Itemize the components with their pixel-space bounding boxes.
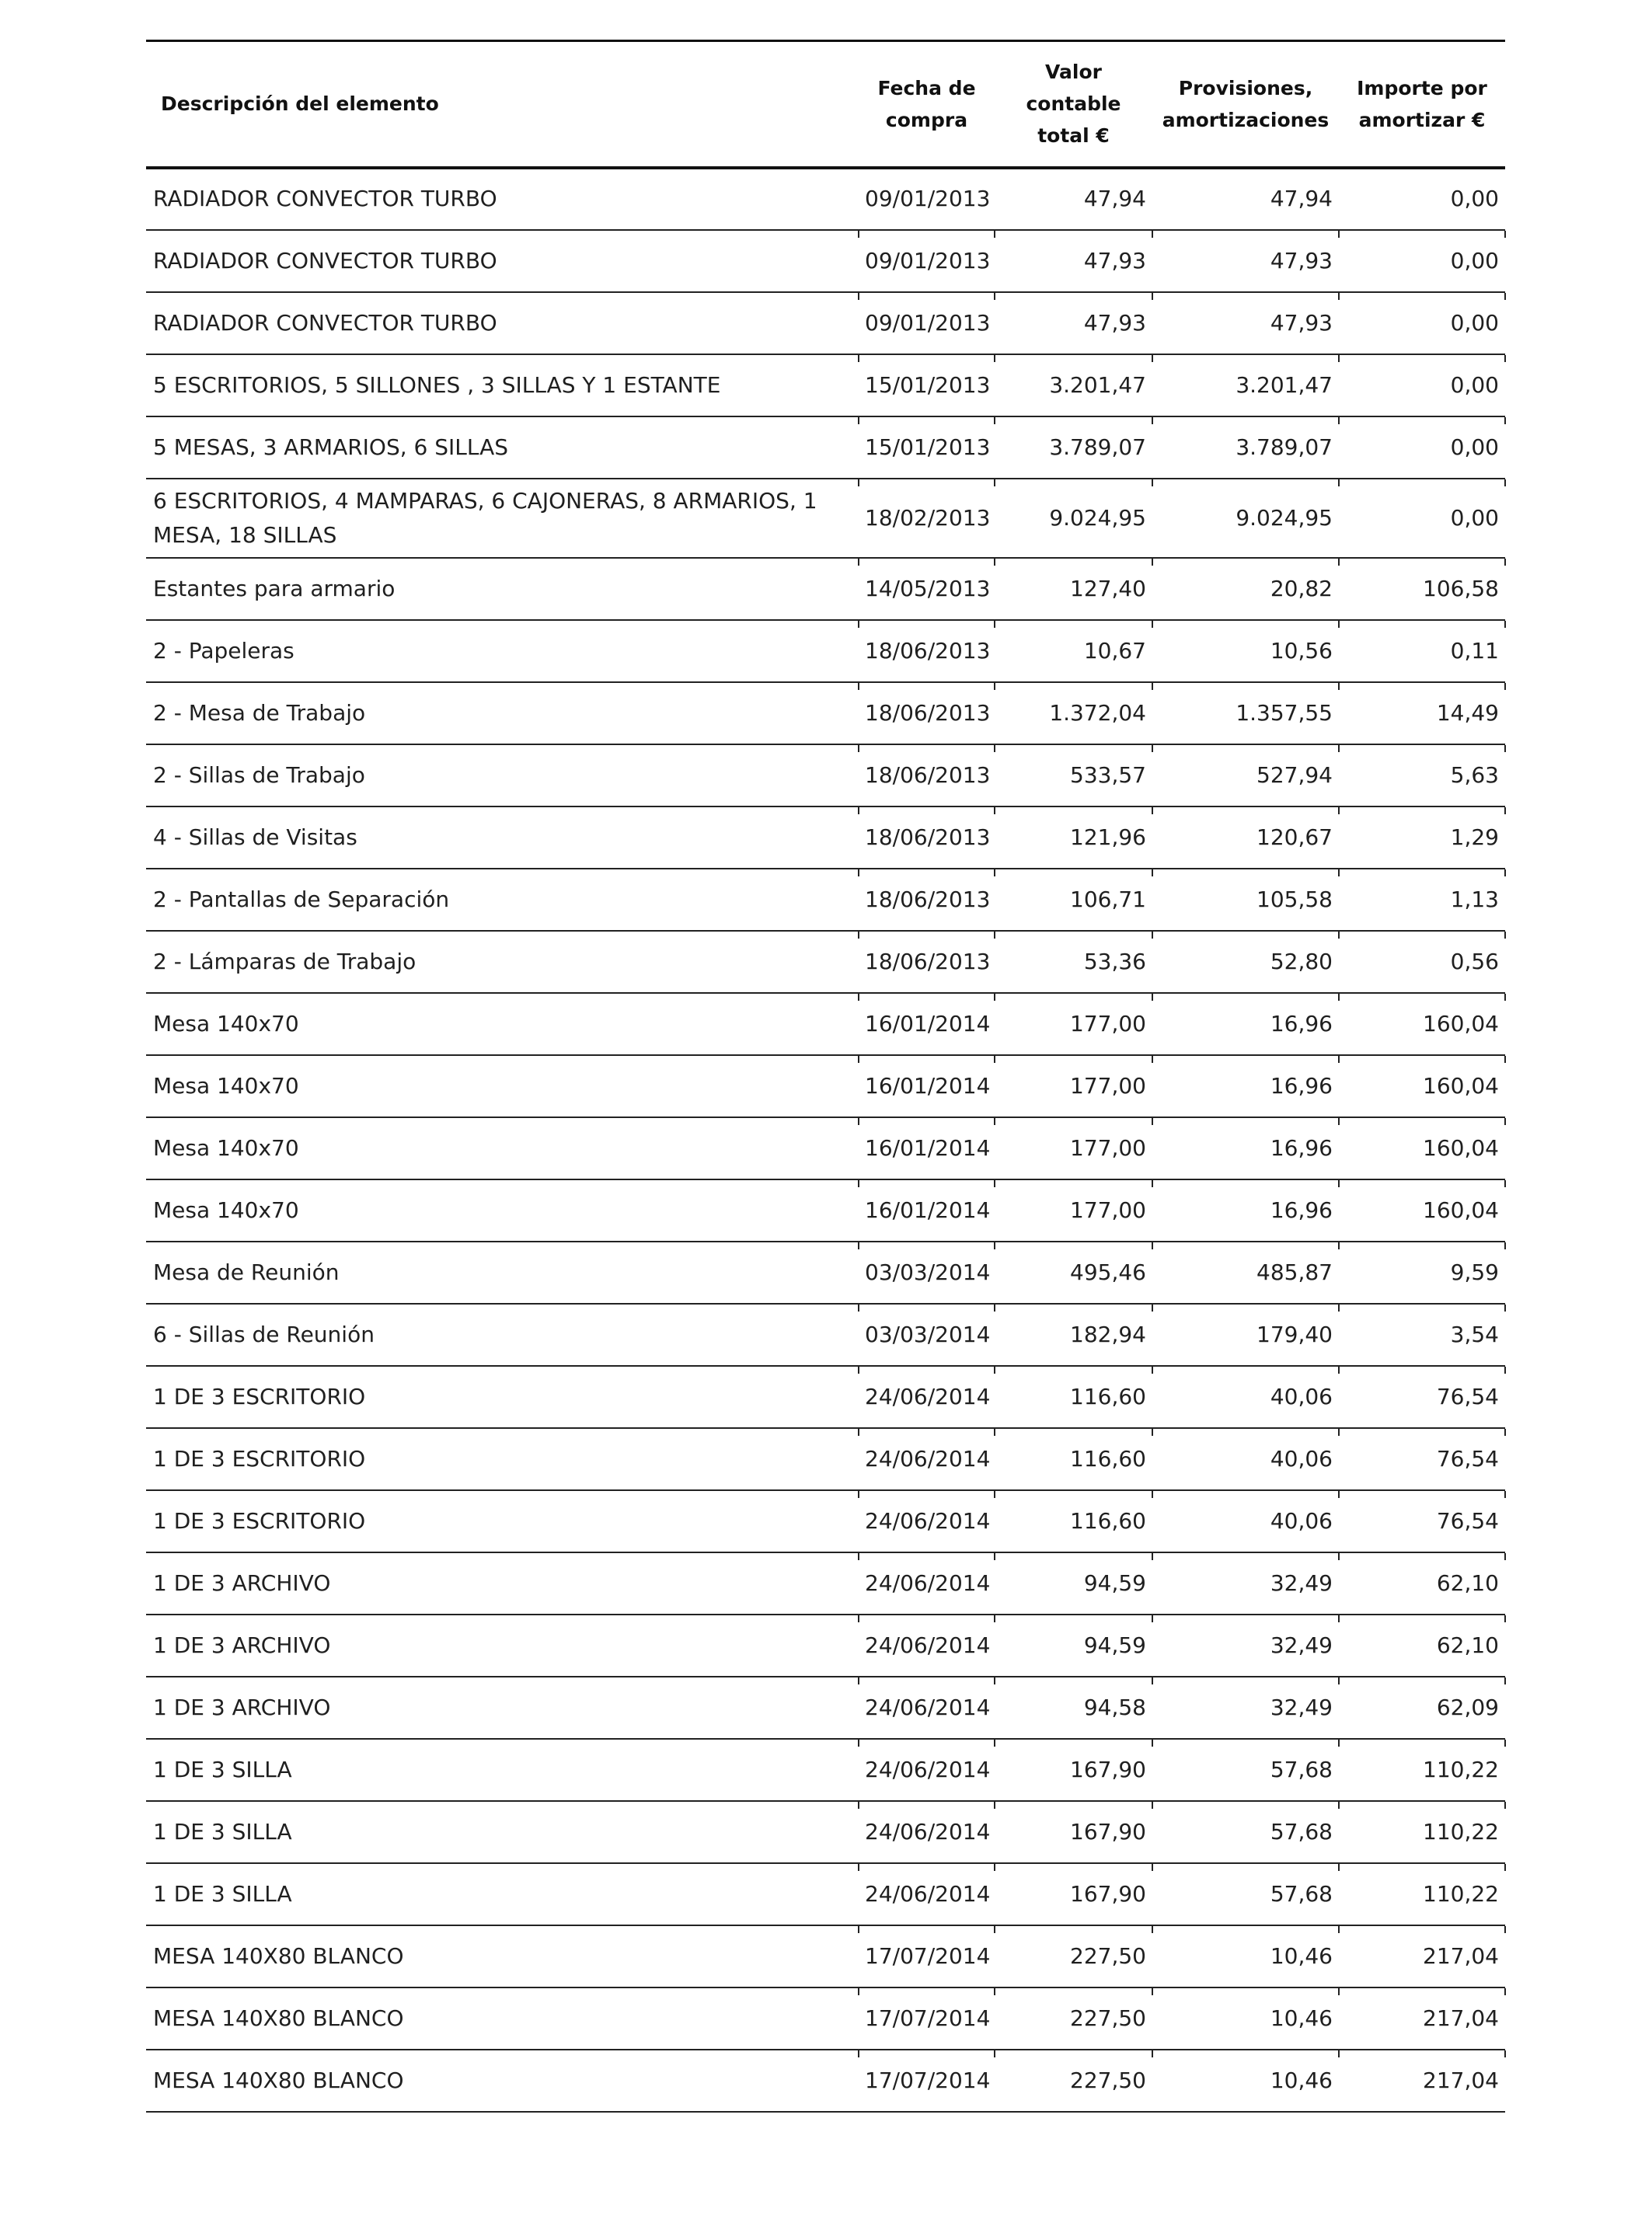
cell-book-value: 121,96 bbox=[995, 806, 1152, 869]
cell-description: RADIADOR CONVECTOR TURBO bbox=[153, 309, 497, 336]
table-row bbox=[146, 1428, 1505, 1490]
cell-provisions: 47,93 bbox=[1152, 292, 1339, 354]
cell-provisions: 47,94 bbox=[1152, 168, 1339, 230]
cell-book-value: 227,50 bbox=[995, 1925, 1152, 1987]
cell-book-value: 94,59 bbox=[995, 1552, 1152, 1615]
asset-table bbox=[146, 40, 1505, 2113]
cell-description: Mesa 140x70 bbox=[153, 1072, 299, 1099]
cell-description: 2 - Papeleras bbox=[153, 637, 295, 664]
cell-pending-amount: 0,00 bbox=[1339, 479, 1505, 558]
cell-purchase-date: 18/06/2013 bbox=[859, 620, 995, 682]
cell-purchase-date: 24/06/2014 bbox=[859, 1677, 995, 1739]
table-row bbox=[146, 1242, 1505, 1304]
cell-book-value: 3.201,47 bbox=[995, 354, 1152, 416]
cell-book-value: 10,67 bbox=[995, 620, 1152, 682]
cell-purchase-date: 17/07/2014 bbox=[859, 1925, 995, 1987]
cell-description: 1 DE 3 ARCHIVO bbox=[153, 1694, 331, 1720]
cell-provisions: 32,49 bbox=[1152, 1677, 1339, 1739]
table-row bbox=[146, 682, 1505, 744]
cell-provisions: 52,80 bbox=[1152, 931, 1339, 993]
cell-provisions: 32,49 bbox=[1152, 1552, 1339, 1615]
cell-book-value: 127,40 bbox=[995, 558, 1152, 620]
cell-pending-amount: 76,54 bbox=[1339, 1490, 1505, 1552]
cell-description: 2 - Lámparas de Trabajo bbox=[153, 948, 416, 974]
cell-description: 6 ESCRITORIOS, 4 MAMPARAS, 6 CAJONERAS, 8 ARMARIOS, 1 MESA, 18 SILLAS bbox=[153, 487, 817, 548]
cell-purchase-date: 03/03/2014 bbox=[859, 1304, 995, 1366]
cell-purchase-date: 24/06/2014 bbox=[859, 1801, 995, 1863]
table-row bbox=[146, 479, 1505, 558]
cell-description: 5 MESAS, 3 ARMARIOS, 6 SILLAS bbox=[153, 434, 509, 460]
cell-purchase-date: 09/01/2013 bbox=[859, 292, 995, 354]
cell-book-value: 9.024,95 bbox=[995, 479, 1152, 558]
cell-purchase-date: 14/05/2013 bbox=[859, 558, 995, 620]
cell-description: 2 - Pantallas de Separación bbox=[153, 886, 450, 912]
cell-description: MESA 140X80 BLANCO bbox=[153, 2067, 404, 2093]
cell-provisions: 120,67 bbox=[1152, 806, 1339, 869]
cell-book-value: 167,90 bbox=[995, 1739, 1152, 1801]
table-row bbox=[146, 558, 1505, 620]
table-row bbox=[146, 1677, 1505, 1739]
cell-pending-amount: 1,29 bbox=[1339, 806, 1505, 869]
cell-description: 1 DE 3 ESCRITORIO bbox=[153, 1383, 366, 1409]
cell-provisions: 57,68 bbox=[1152, 1739, 1339, 1801]
cell-provisions: 40,06 bbox=[1152, 1366, 1339, 1428]
cell-book-value: 227,50 bbox=[995, 2050, 1152, 2112]
table-row bbox=[146, 354, 1505, 416]
cell-provisions: 10,56 bbox=[1152, 620, 1339, 682]
cell-book-value: 177,00 bbox=[995, 993, 1152, 1055]
cell-purchase-date: 03/03/2014 bbox=[859, 1242, 995, 1304]
cell-provisions: 16,96 bbox=[1152, 1117, 1339, 1179]
cell-pending-amount: 76,54 bbox=[1339, 1428, 1505, 1490]
cell-provisions: 10,46 bbox=[1152, 1925, 1339, 1987]
cell-book-value: 182,94 bbox=[995, 1304, 1152, 1366]
table-row bbox=[146, 1801, 1505, 1863]
cell-purchase-date: 24/06/2014 bbox=[859, 1739, 995, 1801]
cell-book-value: 227,50 bbox=[995, 1987, 1152, 2050]
cell-purchase-date: 24/06/2014 bbox=[859, 1366, 995, 1428]
header-purchase-date: Fecha de compra bbox=[877, 76, 976, 131]
cell-provisions: 10,46 bbox=[1152, 2050, 1339, 2112]
cell-pending-amount: 62,10 bbox=[1339, 1552, 1505, 1615]
cell-description: RADIADOR CONVECTOR TURBO bbox=[153, 247, 497, 273]
cell-description: 1 DE 3 SILLA bbox=[153, 1880, 292, 1907]
cell-purchase-date: 24/06/2014 bbox=[859, 1490, 995, 1552]
cell-purchase-date: 15/01/2013 bbox=[859, 354, 995, 416]
cell-pending-amount: 160,04 bbox=[1339, 993, 1505, 1055]
cell-book-value: 53,36 bbox=[995, 931, 1152, 993]
cell-provisions: 40,06 bbox=[1152, 1428, 1339, 1490]
cell-provisions: 40,06 bbox=[1152, 1490, 1339, 1552]
cell-purchase-date: 17/07/2014 bbox=[859, 2050, 995, 2112]
cell-description: 1 DE 3 ARCHIVO bbox=[153, 1569, 331, 1596]
cell-provisions: 527,94 bbox=[1152, 744, 1339, 806]
table-row bbox=[146, 744, 1505, 806]
asset-table-container bbox=[146, 40, 1505, 2113]
cell-pending-amount: 160,04 bbox=[1339, 1179, 1505, 1242]
cell-book-value: 106,71 bbox=[995, 869, 1152, 931]
cell-pending-amount: 0,56 bbox=[1339, 931, 1505, 993]
cell-provisions: 16,96 bbox=[1152, 993, 1339, 1055]
table-row bbox=[146, 993, 1505, 1055]
table-row bbox=[146, 1739, 1505, 1801]
cell-purchase-date: 16/01/2014 bbox=[859, 1117, 995, 1179]
cell-pending-amount: 9,59 bbox=[1339, 1242, 1505, 1304]
cell-purchase-date: 18/06/2013 bbox=[859, 744, 995, 806]
cell-purchase-date: 24/06/2014 bbox=[859, 1615, 995, 1677]
cell-pending-amount: 1,13 bbox=[1339, 869, 1505, 931]
cell-description: Mesa 140x70 bbox=[153, 1010, 299, 1036]
cell-book-value: 47,93 bbox=[995, 292, 1152, 354]
cell-provisions: 485,87 bbox=[1152, 1242, 1339, 1304]
cell-description: RADIADOR CONVECTOR TURBO bbox=[153, 186, 497, 211]
cell-book-value: 167,90 bbox=[995, 1863, 1152, 1925]
cell-provisions: 179,40 bbox=[1152, 1304, 1339, 1366]
cell-description: 2 - Sillas de Trabajo bbox=[153, 761, 365, 788]
table-row bbox=[146, 1366, 1505, 1428]
header-description: Descripción del elemento bbox=[161, 92, 439, 116]
cell-pending-amount: 160,04 bbox=[1339, 1117, 1505, 1179]
cell-provisions: 10,46 bbox=[1152, 1987, 1339, 2050]
cell-purchase-date: 15/01/2013 bbox=[859, 416, 995, 479]
cell-pending-amount: 76,54 bbox=[1339, 1366, 1505, 1428]
cell-pending-amount: 0,00 bbox=[1339, 292, 1505, 354]
cell-book-value: 116,60 bbox=[995, 1490, 1152, 1552]
cell-purchase-date: 16/01/2014 bbox=[859, 993, 995, 1055]
table-row bbox=[146, 168, 1505, 230]
cell-description: 1 DE 3 SILLA bbox=[153, 1818, 292, 1845]
cell-provisions: 20,82 bbox=[1152, 558, 1339, 620]
cell-book-value: 177,00 bbox=[995, 1179, 1152, 1242]
cell-book-value: 495,46 bbox=[995, 1242, 1152, 1304]
table-row bbox=[146, 1117, 1505, 1179]
cell-purchase-date: 16/01/2014 bbox=[859, 1179, 995, 1242]
table-row bbox=[146, 1987, 1505, 2050]
cell-provisions: 57,68 bbox=[1152, 1863, 1339, 1925]
cell-pending-amount: 110,22 bbox=[1339, 1739, 1505, 1801]
cell-book-value: 94,58 bbox=[995, 1677, 1152, 1739]
table-row bbox=[146, 806, 1505, 869]
cell-pending-amount: 217,04 bbox=[1339, 1925, 1505, 1987]
cell-pending-amount: 110,22 bbox=[1339, 1801, 1505, 1863]
table-row bbox=[146, 869, 1505, 931]
cell-purchase-date: 18/06/2013 bbox=[859, 806, 995, 869]
cell-purchase-date: 18/06/2013 bbox=[859, 682, 995, 744]
table-row bbox=[146, 1490, 1505, 1552]
cell-purchase-date: 17/07/2014 bbox=[859, 1987, 995, 2050]
cell-book-value: 47,94 bbox=[995, 168, 1152, 230]
table-row bbox=[146, 1552, 1505, 1615]
cell-provisions: 47,93 bbox=[1152, 230, 1339, 292]
cell-provisions: 3.789,07 bbox=[1152, 416, 1339, 479]
header-row bbox=[146, 41, 1505, 168]
cell-book-value: 177,00 bbox=[995, 1117, 1152, 1179]
cell-description: Mesa 140x70 bbox=[153, 1134, 299, 1161]
cell-provisions: 3.201,47 bbox=[1152, 354, 1339, 416]
cell-provisions: 32,49 bbox=[1152, 1615, 1339, 1677]
cell-description: MESA 140X80 BLANCO bbox=[153, 1942, 404, 1969]
cell-book-value: 1.372,04 bbox=[995, 682, 1152, 744]
cell-pending-amount: 0,00 bbox=[1339, 230, 1505, 292]
cell-purchase-date: 18/02/2013 bbox=[859, 479, 995, 558]
table-row bbox=[146, 1863, 1505, 1925]
table-row bbox=[146, 931, 1505, 993]
cell-pending-amount: 217,04 bbox=[1339, 2050, 1505, 2112]
cell-provisions: 57,68 bbox=[1152, 1801, 1339, 1863]
cell-pending-amount: 217,04 bbox=[1339, 1987, 1505, 2050]
cell-pending-amount: 5,63 bbox=[1339, 744, 1505, 806]
cell-description: 1 DE 3 ESCRITORIO bbox=[153, 1445, 366, 1472]
table-row bbox=[146, 416, 1505, 479]
cell-book-value: 3.789,07 bbox=[995, 416, 1152, 479]
cell-description: 5 ESCRITORIOS, 5 SILLONES , 3 SILLAS Y 1 ESTANTE bbox=[153, 371, 721, 398]
table-row bbox=[146, 1615, 1505, 1677]
table-row bbox=[146, 1179, 1505, 1242]
cell-pending-amount: 0,00 bbox=[1339, 354, 1505, 416]
cell-provisions: 1.357,55 bbox=[1152, 682, 1339, 744]
cell-provisions: 105,58 bbox=[1152, 869, 1339, 931]
cell-description: MESA 140X80 BLANCO bbox=[153, 2005, 404, 2031]
cell-purchase-date: 18/06/2013 bbox=[859, 869, 995, 931]
cell-description: 4 - Sillas de Visitas bbox=[153, 824, 357, 850]
table-row bbox=[146, 1055, 1505, 1117]
header-pending-amount: Importe por amortizar € bbox=[1357, 76, 1487, 131]
cell-book-value: 167,90 bbox=[995, 1801, 1152, 1863]
cell-description: Mesa de Reunión bbox=[153, 1259, 340, 1285]
cell-description: 1 DE 3 ARCHIVO bbox=[153, 1632, 331, 1658]
cell-book-value: 533,57 bbox=[995, 744, 1152, 806]
table-row bbox=[146, 620, 1505, 682]
cell-provisions: 9.024,95 bbox=[1152, 479, 1339, 558]
table-row bbox=[146, 292, 1505, 354]
table-row bbox=[146, 1925, 1505, 1987]
cell-pending-amount: 0,00 bbox=[1339, 416, 1505, 479]
cell-book-value: 116,60 bbox=[995, 1366, 1152, 1428]
table-row bbox=[146, 230, 1505, 292]
cell-book-value: 116,60 bbox=[995, 1428, 1152, 1490]
table-header bbox=[146, 41, 1505, 168]
header-provisions: Provisiones, amortizaciones bbox=[1162, 76, 1330, 131]
cell-purchase-date: 18/06/2013 bbox=[859, 931, 995, 993]
cell-provisions: 16,96 bbox=[1152, 1055, 1339, 1117]
cell-purchase-date: 24/06/2014 bbox=[859, 1552, 995, 1615]
cell-description: 1 DE 3 SILLA bbox=[153, 1756, 292, 1782]
cell-pending-amount: 62,10 bbox=[1339, 1615, 1505, 1677]
cell-purchase-date: 24/06/2014 bbox=[859, 1863, 995, 1925]
cell-pending-amount: 110,22 bbox=[1339, 1863, 1505, 1925]
cell-pending-amount: 3,54 bbox=[1339, 1304, 1505, 1366]
cell-purchase-date: 24/06/2014 bbox=[859, 1428, 995, 1490]
cell-description: 1 DE 3 ESCRITORIO bbox=[153, 1507, 366, 1534]
cell-pending-amount: 0,11 bbox=[1339, 620, 1505, 682]
cell-description: 2 - Mesa de Trabajo bbox=[153, 699, 366, 726]
cell-description: 6 - Sillas de Reunión bbox=[153, 1321, 375, 1347]
table-body bbox=[146, 168, 1505, 2112]
cell-book-value: 47,93 bbox=[995, 230, 1152, 292]
cell-purchase-date: 09/01/2013 bbox=[859, 168, 995, 230]
cell-provisions: 16,96 bbox=[1152, 1179, 1339, 1242]
cell-purchase-date: 09/01/2013 bbox=[859, 230, 995, 292]
cell-description: Mesa 140x70 bbox=[153, 1197, 299, 1223]
cell-book-value: 177,00 bbox=[995, 1055, 1152, 1117]
cell-purchase-date: 16/01/2014 bbox=[859, 1055, 995, 1117]
cell-description: Estantes para armario bbox=[153, 575, 396, 601]
cell-pending-amount: 106,58 bbox=[1339, 558, 1505, 620]
table-row bbox=[146, 2050, 1505, 2112]
header-book-value: Valor contable total € bbox=[1026, 61, 1121, 148]
cell-pending-amount: 0,00 bbox=[1339, 168, 1505, 230]
cell-pending-amount: 62,09 bbox=[1339, 1677, 1505, 1739]
cell-pending-amount: 14,49 bbox=[1339, 682, 1505, 744]
table-row bbox=[146, 1304, 1505, 1366]
cell-pending-amount: 160,04 bbox=[1339, 1055, 1505, 1117]
cell-book-value: 94,59 bbox=[995, 1615, 1152, 1677]
